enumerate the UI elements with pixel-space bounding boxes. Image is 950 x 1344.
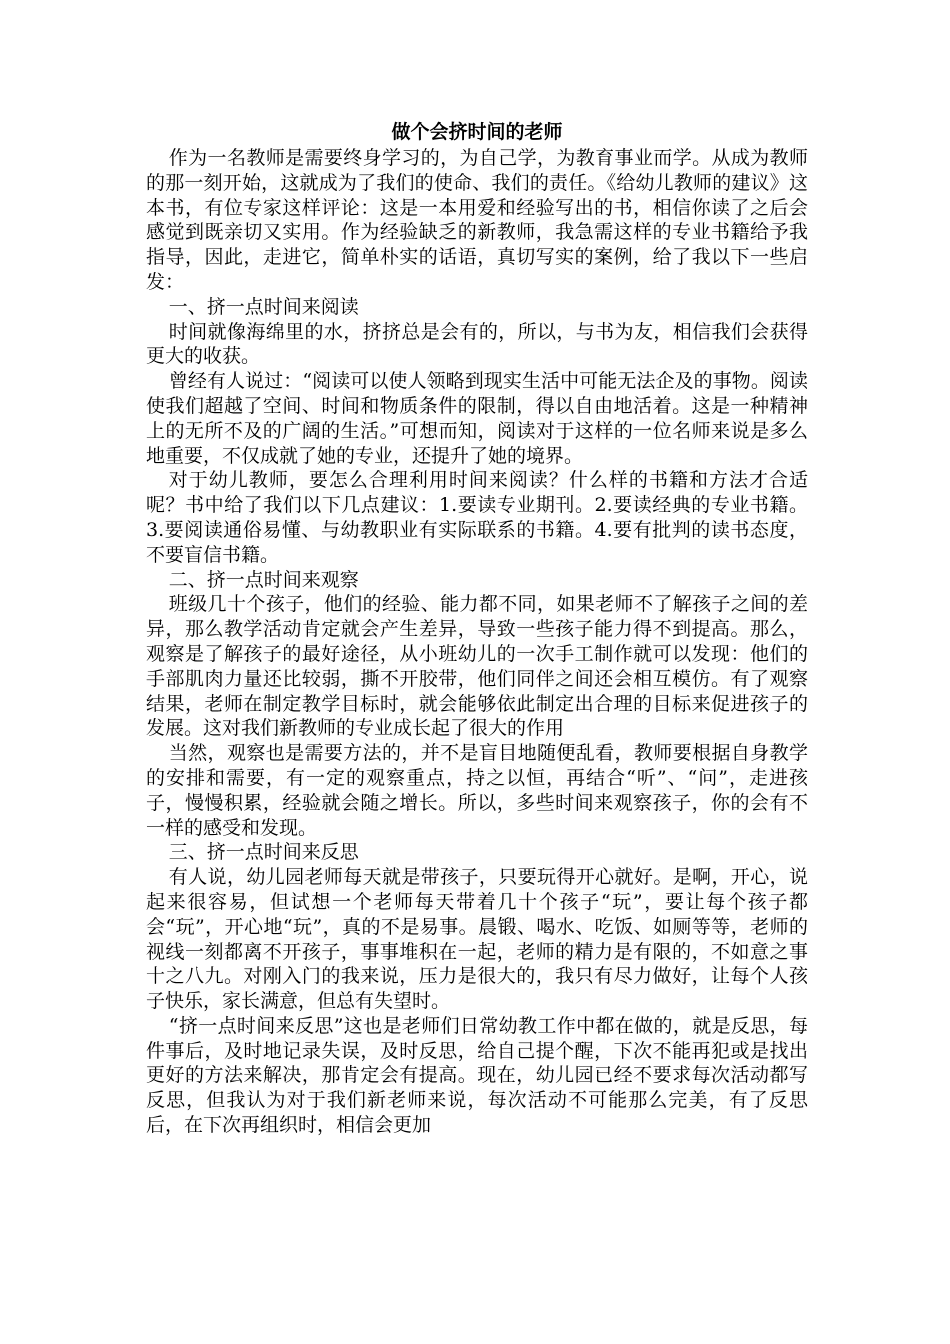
paragraph: 有人说，幼儿园老师每天就是带孩子，只要玩得开心就好。是啊，开心，说起来很容易，但试想一个老师每天带着几十个孩子“玩”，要让每个孩子都会“玩”，开心地“玩”，真的不是易事。晨锻、喝水、吃饭、如厕等等，老师的视线一刻都离不开孩子，事事堆积在一起，老师的精力是有限的，不如意之事十之八九。对刚入门的我来说，压力是很大的，我只有尽力做好，让每个人孩子快乐，家长满意，但总有失望时。	[146, 866, 808, 1013]
paragraph: 班级几十个孩子，他们的经验、能力都不同，如果老师不了解孩子之间的差异，那么教学活动肯定就会产生差异，导致一些孩子能力得不到提高。那么，观察是了解孩子的最好途径，从小班幼儿的一次手工制作就可以发现：他们的手部肌肉力量还比较弱，撕不开胶带，他们同伴之间还会相互模仿。有了观察结果，老师在制定教学目标时，就会能够依此制定出合理的目标来促进孩子的发展。这对我们新教师的专业成长起了很大的作用	[146, 593, 808, 740]
paragraph: 时间就像海绵里的水，挤挤总是会有的，所以，与书为友，相信我们会获得更大的收获。	[146, 320, 808, 368]
section-heading-reflection: 三、挤一点时间来反思	[168, 841, 359, 864]
paragraph: 对于幼儿教师，要怎么合理利用时间来阅读？什么样的书籍和方法才合适呢？书中给了我们以下几点建议：1.要读专业期刊。2.要读经典的专业书籍。3.要阅读通俗易懂、与幼教职业有实际联系的书籍。4.要有批判的读书态度，不要盲信书籍。	[146, 469, 808, 566]
document-page	[146, 118, 808, 1138]
intro-paragraph: 作为一名教师是需要终身学习的，为自己学，为教育事业而学。从成为教师的那一刻开始，这就成为了我们的使命、我们的责任。《给幼儿教师的建议》这本书，有位专家这样评论：这是一本用爱和经验写出的书，相信你读了之后会感觉到既亲切又实用。作为经验缺乏的新教师，我急需这样的专业书籍给予我指导，因此，走进它，简单朴实的话语，真切写实的案例，给了我以下一些启发：	[146, 147, 808, 293]
paragraph: 当然，观察也是需要方法的，并不是盲目地随便乱看，教师要根据自身教学的安排和需要，有一定的观察重点，持之以恒，再结合“听”、“问”，走进孩子，慢慢积累，经验就会随之增长。所以，多些时间来观察孩子，你的会有不一样的感受和发现。	[146, 742, 808, 839]
page-title: 做个会挤时间的老师	[391, 121, 563, 143]
paragraph: “挤一点时间来反思”这也是老师们日常幼教工作中都在做的，就是反思，每件事后，及时地记录失误，及时反思，给自己提个醒，下次不能再犯或是找出更好的方法来解决，那肯定会有提高。现在，幼儿园已经不要求每次活动都写反思，但我认为对于我们新老师来说，每次活动不可能那么完美，有了反思后，在下次再组织时，相信会更加	[146, 1014, 808, 1137]
section-heading-reading: 一、挤一点时间来阅读	[168, 295, 359, 318]
paragraph: 曾经有人说过：“阅读可以使人领略到现实生活中可能无法企及的事物。阅读使我们超越了空间、时间和物质条件的限制，得以自由地活着。这是一种精神上的无所不及的广阔的生活。”可想而知，阅读对于这样的一位名师来说是多么地重要，不仅成就了她的专业，还提升了她的境界。	[146, 370, 808, 467]
section-heading-observation: 二、挤一点时间来观察	[168, 568, 359, 591]
